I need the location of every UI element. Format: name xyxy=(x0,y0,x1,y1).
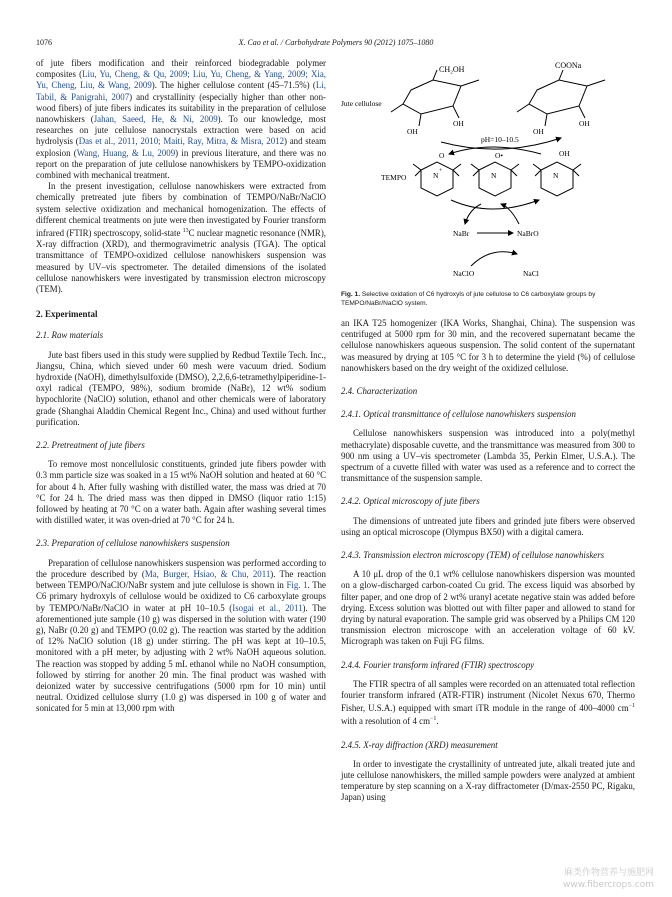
citation-link[interactable]: Liu, Yu, Cheng, & Qu, 2009; Liu, Yu, Cheng, & Yang, 2009; Xia, Yu, Cheng, Liu, & Wang, 2009 xyxy=(36,69,326,91)
subsection-heading-ftir: 2.4.4. Fourier transform infrared (FTIR) spectroscopy xyxy=(341,659,535,670)
figure-caption xyxy=(341,291,635,308)
oxidized-glucose-unit xyxy=(517,70,605,126)
text-run: The FTIR spectra of all samples were recorded on an attenuated total reflection fourier transform infrared (ATR-FTIR) instrument (Nicolet Nexus 670, Thermo Fisher, U.S.A.) equipped with smart iTR module in the range of 400–4000 cm xyxy=(341,678,635,714)
jute-cellulose-label: Jute cellulose xyxy=(341,99,382,108)
n-plus-label: N xyxy=(433,171,439,180)
subsection-heading-pretreatment: 2.2. Pretreatment of jute fibers xyxy=(36,440,145,451)
homogenizer-paragraph xyxy=(341,318,635,374)
coona-label: COONa xyxy=(555,61,582,70)
section-heading-experimental: 2. Experimental xyxy=(36,309,98,320)
pretreatment-paragraph xyxy=(36,459,326,526)
o-radical-label: O• xyxy=(495,151,504,160)
right-column xyxy=(341,318,635,804)
text-run: ) in previous literature, and there was no report on the preparation of jute cellulose nanowhiskers by TEMPO-oxidization combined with mechanical treatment. xyxy=(36,147,327,181)
journal-reference: X. Cao et al. / Carbohydrate Polymers 90 (2012) 1075–1080 xyxy=(238,38,434,47)
text-run: of jute fibers modification and their reinforced biodegradable polymer composites ( xyxy=(36,58,326,80)
subsection-heading-raw-materials: 2.1. Raw materials xyxy=(36,330,104,341)
text-run: Preparation of cellulose nanowhiskers suspension was performed according to the procedure described by ( xyxy=(36,557,327,579)
nabr-label: NaBr xyxy=(453,229,470,238)
superscript: −1 xyxy=(628,703,635,710)
left-column xyxy=(36,58,326,715)
citation-link[interactable]: Das et al., 2011, 2010; Maiti, Ray, Mitra, & Misra, 2012 xyxy=(78,136,285,147)
ftir-paragraph xyxy=(341,679,635,728)
intro-paragraph-1 xyxy=(36,58,326,181)
page-number: 1076 xyxy=(36,38,52,47)
text-run: ). The aforementioned jute sample (10 g) was dispersed in the solution with water (190 g), NaBr (0.20 g) and TEMPO (0.02 g). The reaction was started by the addition of 12% NaClO solution (18 g) under stirring. The pH was kept at 10–10.5, monitored with a pH meter, by adjusting with 2 wt% NaOH aqueous solution. The reaction was stopped by adding 5 mL ethanol while no NaOH consumption, followed by stirring for another 20 min. The final product was washed with deionized water by successive centrifugations (5000 rpm for 10 min) until neutral. Oxidized cellulose slurry (1.0 g) was dispersed in 100 g of water and sonicated for 5 min at 13,000 rpm with xyxy=(36,602,327,714)
tempo-label: TEMPO xyxy=(381,173,407,182)
n-label-right: N xyxy=(553,171,559,180)
oh-label-left-2: OH xyxy=(453,119,464,128)
oh-label-hydroxylamine: OH xyxy=(559,149,570,158)
citation-link[interactable]: Isogai et al., 2011 xyxy=(232,602,303,613)
text-run: ) and crystallinity (especially higher than other non-wood fibers) of jute fibers indicates its suitability in the preparation of cellulose nanowhiskers ( xyxy=(36,91,327,125)
figure-caption-label: Fig. 1. xyxy=(341,291,361,298)
naclo-label: NaClO xyxy=(453,269,475,278)
subsection-heading-optical-microscopy: 2.4.2. Optical microscopy of jute fibers xyxy=(341,496,480,507)
oh-label-right-2: OH xyxy=(579,119,590,128)
figure-caption-text: Selective oxidation of C6 hydroxyls of jute cellulose to C6 carboxylate groups by TEMPO/NaBr/NaClO system. xyxy=(341,291,596,307)
text-run: ). To our knowledge, most researches on jute cellulose nanocrystals extraction were based on acid hydrolysis ( xyxy=(36,114,326,147)
text-run: In the present investigation, cellulose nanowhiskers were extracted from chemically pretreated jute fibers by combination of TEMPO/NaBr/NaClO system selective oxidization and mechanical homogenization. The effects of different chemical treatments on jute were then investigated by Fourier transform infrared (FTIR) spectroscopy, solid-state xyxy=(36,181,326,239)
text-run: The dimensions of untreated jute fibers and grinded jute fibers were observed using an optical microscope (Olympus BX50) with a digital camera. xyxy=(341,515,635,537)
text-run: In order to investigate the crystallinity of untreated jute, alkali treated jute and jute cellulose nanowhiskers, the milled sample powders were analyzed at ambient temperature by step scanning on a X-ray diffractometer (D/max-2550 PC, Rigaku, Japan) using xyxy=(341,758,635,803)
citation-link[interactable]: Jahan, Saeed, He, & Ni, 2009 xyxy=(93,114,218,125)
subsection-heading-xrd: 2.4.5. X-ray diffraction (XRD) measurement xyxy=(341,739,498,750)
citation-link[interactable]: Ma, Burger, Hsiao, & Chu, 2011 xyxy=(144,568,271,579)
text-run: To remove most noncellulosic constituents, grinded jute fibers powder with 0.3 mm particle size was soaked in a 15 wt% NaOH solution and heated at 60 °C for about 4 h. After fully washing with distilled water, the mass was dried at 70 °C for 24 h. The dried mass was then dipped in DMSO (liquor ratio 1:15) followed by heating at 70 °C on a water bath. Again after washing several times with distilled water, it was oven-dried at 70 °C for 24 h. xyxy=(36,459,326,526)
watermark xyxy=(563,867,654,891)
text-run: an IKA T25 homogenizer (IKA Works, Shanghai, China). The suspension was centrifuged at 5000 rpm for 30 min, and the recovered supernatant became the cellulose nanowhiskers aqueous suspension. The solid content of the supernatant was measured by drying at 105 °C for 3 h to determine the yield (%) of cellulose nanowhiskers based on the dry weight of the oxidized cellulose. xyxy=(341,318,635,373)
ch2oh-label: CH₂OH xyxy=(439,65,465,74)
text-run: ). The higher cellulose content (45–71.5%) ( xyxy=(151,80,316,91)
subsection-heading-preparation: 2.3. Preparation of cellulose nanowhiskers suspension xyxy=(36,538,230,549)
citation-link[interactable]: Fig. 1 xyxy=(286,580,308,591)
superscript: 13 xyxy=(182,228,189,235)
optical-transmittance-paragraph xyxy=(341,428,635,484)
watermark-line-2: www.fibercrops.com xyxy=(563,880,654,890)
text-run: Cellulose nanowhiskers suspension was introduced into a poly(methyl methacrylate) disposable cuvette, and the transmittance was measured from 300 to 900 nm using a UV–vis spectrometer (Lambda 35, Perkin Elmer, U.S.A.). The spectrum of a cuvette filled with water was used as a reference and to correct the transmittance of the suspension sample. xyxy=(341,428,635,484)
text-run: ). The reaction between TEMPO/NaClO/NaBr system and jute cellulose is shown in xyxy=(36,568,326,591)
preparation-paragraph xyxy=(36,558,326,715)
subsection-heading-optical-transmittance: 2.4.1. Optical transmittance of cellulose nanowhiskers suspension xyxy=(341,409,576,420)
intro-paragraph-2 xyxy=(36,181,326,295)
watermark-line-1: 麻类作物营养与施肥网 xyxy=(563,868,654,878)
raw-materials-paragraph xyxy=(36,350,326,428)
text-run: . The C6 primary hydroxyls of cellulose would be oxidized to C6 carboxylate groups by TEMPO/NaBr/NaClO in water at pH 10–10.5 ( xyxy=(36,580,326,613)
text-run: with a resolution of 4 cm xyxy=(341,716,430,727)
n-label-middle: N xyxy=(491,171,497,180)
cycle-arrow-bottom xyxy=(451,200,539,209)
text-run: Jute bast fibers used in this study were supplied by Redbud Textile Tech. Inc., Jiangsu, China, which sieved under 60 mesh were vacuum dried. Sodium hydroxide (NaOH), dimethylsulfoxide (DMSO), 2,2,6,6-tetramethylpiperidine-1-oxyl radical (TEMPO, 98%), sodium bromide (NaBr), 12 wt% sodium hypochlorite (NaClO) solution, ethanol and other chemicals were of laboratory grade (Shanghai Aladdin Chemical Regent Inc., China) and used without further purification. xyxy=(36,349,326,427)
running-header xyxy=(36,38,636,50)
reaction-scheme-diagram xyxy=(341,58,635,290)
oh-label-right-1: OH xyxy=(533,127,544,136)
text-run: A 10 μL drop of the 0.1 wt% cellulose nanowhiskers dispersion was mounted on a glow-discharged carbon-coated Cu grid. The excess liquid was absorbed by filter paper, and one drop of 2 wt% uranyl acetate negative stain was added before drying. Excess solution was blotted out with filter paper and allowed to stand for drying by natural evaporation. The sample grid was observed by a Philips CM 120 transmission electron microscope with an acceleration voltage of 60 kV. Micrograph was taken on Fuji FG films. xyxy=(341,569,635,647)
xrd-paragraph xyxy=(341,759,635,804)
text-run: ) and steam explosion ( xyxy=(36,136,327,158)
text-run: . xyxy=(436,716,439,727)
citation-link[interactable]: Li, Tabil, & Panigrahi, 2007 xyxy=(36,80,326,102)
o-label: O xyxy=(439,151,445,160)
ph-label: pH=10–10.5 xyxy=(481,135,519,144)
cellulose-glucose-unit xyxy=(391,70,479,126)
optical-microscopy-paragraph xyxy=(341,516,635,538)
figure-1-scheme xyxy=(341,58,635,290)
subsection-heading-characterization: 2.4. Characterization xyxy=(341,386,418,397)
tem-paragraph xyxy=(341,569,635,647)
plus-sign: + xyxy=(439,168,443,174)
superscript: −1 xyxy=(429,716,437,723)
nacl-label: NaCl xyxy=(523,269,539,278)
nabro-label: NaBrO xyxy=(517,229,539,238)
naclo-to-nacl-arrow xyxy=(471,252,517,266)
citation-link[interactable]: Wang, Huang, & Lu, 2009 xyxy=(76,147,176,158)
subsection-heading-tem: 2.4.3. Transmission electron microscopy (TEM) of cellulose nanowhiskers xyxy=(341,550,605,561)
text-run: C nuclear magnetic resonance (NMR), X-ray diffraction (XRD), and thermogravimetric analysis (TGA). The optical transmittance of TEMPO-oxidized cellulose nanowhiskers suspension was measured by UV–vis spectrometer. The detailed dimensions of the isolated cellulose nanowhiskers were investigated by transmission electron microscopy (TEM). xyxy=(36,228,327,295)
oh-label-left-1: OH xyxy=(407,127,418,136)
